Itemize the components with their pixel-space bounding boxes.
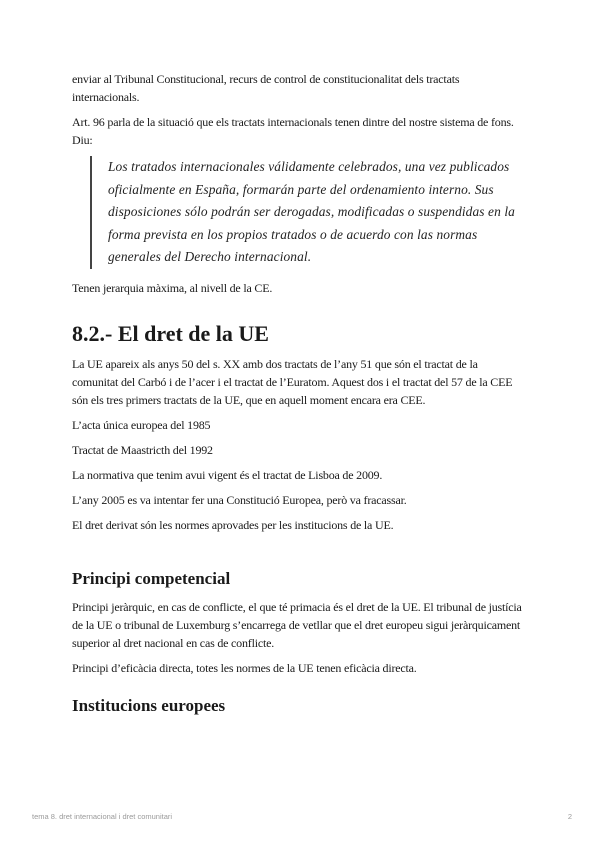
paragraph-jerarquia: Tenen jerarquia màxima, al nivell de la CE.: [72, 280, 273, 295]
section-heading-dret-ue: 8.2.- El dret de la UE: [72, 320, 269, 346]
page-number: 2: [567, 812, 572, 821]
paragraph-ue-origins: La UE apareix als anys 50 del s. XX amb dos tractats de l’any 51 que són el tractat de la comunitat del Carbó i de l’acer i el tractat de l’Euratom. Aquest dos i el tractat del 57 de la CEE són els tres primers tractats de la UE, que en aquell moment encara era CEE.: [72, 356, 513, 407]
paragraph-tribunal: enviar al Tribunal Constitucional, recurs de control de constitucionalitat dels tractats internacionals.: [72, 72, 460, 104]
paragraph-acta-unica: L’acta única europea del 1985: [72, 417, 211, 432]
paragraph-dret-derivat: El dret derivat són les normes aprovades per les institucions de la UE.: [72, 517, 394, 532]
paragraph-lisboa: La normativa que tenim avui vigent és el tractat de Lisboa de 2009.: [72, 467, 383, 482]
paragraph-art96: Art. 96 parla de la situació que els tractats internacionals tenen dintre del nostre sistema de fons. Diu:: [72, 115, 514, 147]
paragraph-constitucio: L’any 2005 es va intentar fer una Constitució Europea, però va fracassar.: [72, 492, 407, 507]
paragraph-maastricht: Tractat de Maastricth del 1992: [72, 442, 213, 457]
page-footer: [32, 812, 572, 821]
footer-title: tema 8. dret internacional i dret comunitari: [32, 812, 173, 821]
page-content: [72, 70, 522, 725]
subheading-institucions-europees: Institucions europees: [72, 695, 226, 715]
paragraph-principi-jerarquic: Principi jeràrquic, en cas de conflicte, el que té primacia és el dret de la UE. El tribunal de justícia de la UE o tribunal de Luxemburg s’encarrega de vetllar que el dret europeu sigui jeràrquicament superior al dret nacional en cas de conflicte.: [72, 599, 522, 650]
paragraph-eficacia-directa: Principi d’eficàcia directa, totes les normes de la UE tenen eficàcia directa.: [72, 660, 417, 675]
blockquote-art96: Los tratados internacionales válidamente celebrados, una vez publicados oficialmente en España, formarán parte del ordenamiento interno. Sus disposiciones sólo podrán ser derogadas, modificadas o suspendidas en la forma prevista en los propios tratados o de acuerdo con las normas generales del Derecho internacional.: [90, 156, 524, 269]
subheading-principi-competencial: Principi competencial: [72, 568, 231, 588]
